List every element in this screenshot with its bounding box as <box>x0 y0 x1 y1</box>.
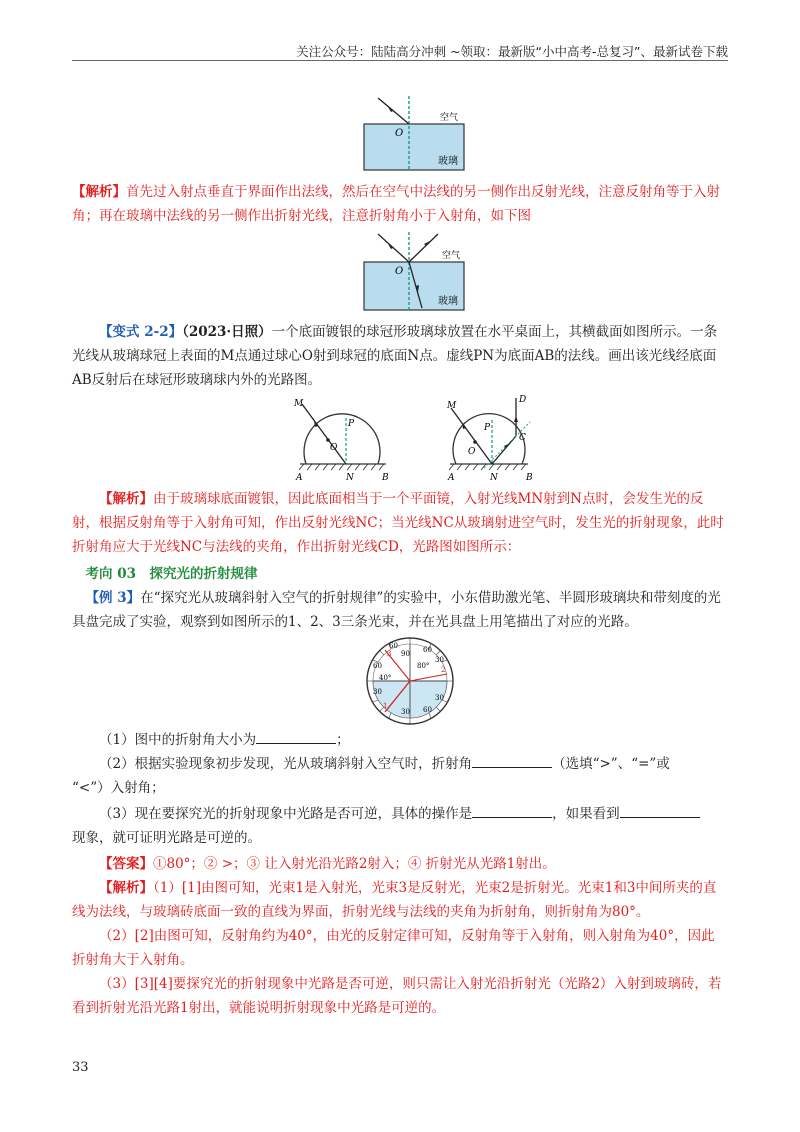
fig4-label-c: C <box>519 433 526 443</box>
question-3: （3）现在要探究光的折射现象中光路是否可逆，具体的操作是 ，如果看到 现象，就可证明光路是可逆的。 <box>72 802 728 850</box>
disc-ray-3: 3 <box>387 650 392 658</box>
blank-1[interactable] <box>256 729 336 744</box>
disc-tick-30: 30 <box>435 656 444 664</box>
figure2-label-o: O <box>395 266 404 277</box>
example-tag: 【例 3】 <box>85 590 141 606</box>
figure-glass-cap-answer <box>448 392 538 486</box>
variant-source: （2023·日照） <box>182 324 272 340</box>
fig3-label-n: N <box>346 473 354 483</box>
disc-tick-bottom-60: 60 <box>423 706 432 714</box>
fig3-label-a: A <box>296 473 303 483</box>
disc-tick-60a: 60 <box>389 642 398 650</box>
analysis-3-tag: 【解析】 <box>99 880 153 896</box>
question-1: （1）图中的折射角大小为 ； <box>72 728 728 752</box>
fig4-label-a: A <box>448 473 455 483</box>
example-3 <box>72 586 728 634</box>
analysis-3 <box>72 876 728 1020</box>
header-divider <box>72 60 728 61</box>
blank-3[interactable] <box>472 803 552 818</box>
figure2-label-glass: 玻璃 <box>438 296 458 307</box>
variant-text: 一个底面镀银的球冠形玻璃球放置在水平桌面上，其横截面如图所示。一条光线从玻璃球冠上表面的M点通过球心O射到球冠的底面N点。虚线PN为底面AB的法线。画出该光线经底面AB反射后在球冠形玻璃球内外的光路图。 <box>72 324 718 388</box>
analysis-3-p1: （1）[1]由图可知，光束1是入射光，光束3是反射光，光束2是折射光。光束1和3中间所夹的直线为法线，与玻璃砖底面一致的直线为界面，折射光线与法线的夹角为折射角，则折射角为80°。 <box>72 880 717 920</box>
fig4-label-m: M <box>447 401 457 411</box>
figure1-label-o: O <box>395 128 404 139</box>
fig4-label-n: N <box>490 473 498 483</box>
analysis-1 <box>72 180 728 228</box>
fig3-label-o: O <box>330 443 338 453</box>
page-number: 33 <box>72 1060 89 1075</box>
fig4-label-p: P <box>484 423 491 433</box>
answer <box>72 852 728 876</box>
fig3-label-p: P <box>348 419 355 429</box>
analysis-2-tag: 【解析】 <box>99 491 153 507</box>
page-header: 关注公众号：陆陆高分冲刺 ~领取：最新版“小中高考-总复习”、最新试卷下载 <box>296 44 728 59</box>
figure2-label-air: 空气 <box>442 251 461 261</box>
analysis-1-tag: 【解析】 <box>72 184 126 200</box>
figure-glass-cap-question <box>292 396 402 486</box>
disc-ray-2: 2 <box>441 666 446 674</box>
figure1-label-glass: 玻璃 <box>438 156 458 167</box>
variant-problem <box>72 320 728 392</box>
disc-tick-80: 80° <box>417 662 430 670</box>
fig3-label-b: B <box>382 473 389 483</box>
fig4-label-b: B <box>526 473 533 483</box>
disc-tick-bottom-30b: 30 <box>435 694 444 702</box>
disc-tick-bottom-30a: 30 <box>401 708 410 716</box>
analysis-1-text: 首先过入射点垂直于界面作出法线，然后在空气中法线的另一侧作出反射光线，注意反射角等于入射角；再在玻璃中法线的另一侧作出折射光线，注意折射角小于入射角，如下图 <box>72 184 720 224</box>
disc-tick-left-40: 40° <box>379 674 392 682</box>
blank-4[interactable] <box>620 803 700 818</box>
disc-tick-left-30: 30 <box>373 688 382 696</box>
disc-tick-90: 90 <box>401 650 410 658</box>
disc-tick-left-60: 60 <box>373 662 382 670</box>
figure-optical-disc <box>365 636 455 726</box>
variant-tag: 【变式 2-2】 <box>99 324 183 340</box>
section-title: 考向 03 探究光的折射规律 <box>85 566 258 582</box>
figure1-label-air: 空气 <box>440 113 459 123</box>
answer-text: ①80°；② >；③ 让入射光沿光路2射入；④ 折射光从光路1射出。 <box>153 856 556 872</box>
example-text: 在“探究光从玻璃斜射入空气的折射规律”的实验中，小东借助激光笔、半圆形玻璃块和带刻度的光具盘完成了实验，观察到如图所示的1、2、3三条光束，并在光具盘上用笔描出了对应的光路。 <box>72 590 721 630</box>
question-2: （2）根据实验现象初步发现，光从玻璃斜射入空气时，折射角 （选填“>”、“=”或 “<”）入射角； <box>72 752 728 800</box>
analysis-2 <box>72 487 728 559</box>
figure-reflection-refraction <box>360 230 470 314</box>
fig4-label-d: D <box>519 395 527 405</box>
analysis-3-p2: （2）[2]由图可知，反射角约为40°，由光的反射定律可知，反射角等于入射角，则入射角为40°，因此折射角大于入射角。 <box>72 928 715 968</box>
analysis-3-p3: （3）[3][4]要探究光的折射现象中光路是否可逆，则只需让入射光沿折射光（光路2）入射到玻璃砖，若看到折射光沿光路1射出，就能说明折射现象中光路是可逆的。 <box>72 976 722 1016</box>
disc-tick-60b: 60 <box>423 646 432 654</box>
blank-2[interactable] <box>472 753 552 768</box>
answer-tag: 【答案】 <box>99 856 153 872</box>
fig3-label-m: M <box>294 399 304 409</box>
figure-incident-ray <box>360 92 470 174</box>
disc-ray-1: 1 <box>383 702 388 710</box>
fig4-label-o: O <box>468 447 476 457</box>
analysis-2-text: 由于玻璃球底面镀银，因此底面相当于一个平面镜，入射光线MN射到N点时，会发生光的反射，根据反射角等于入射角可知，作出反射光线NC；当光线NC从玻璃射进空气时，发生光的折射现象，此时折射角应大于光线NC与法线的夹角，作出折射光线CD，光路图如图所示： <box>72 491 724 555</box>
